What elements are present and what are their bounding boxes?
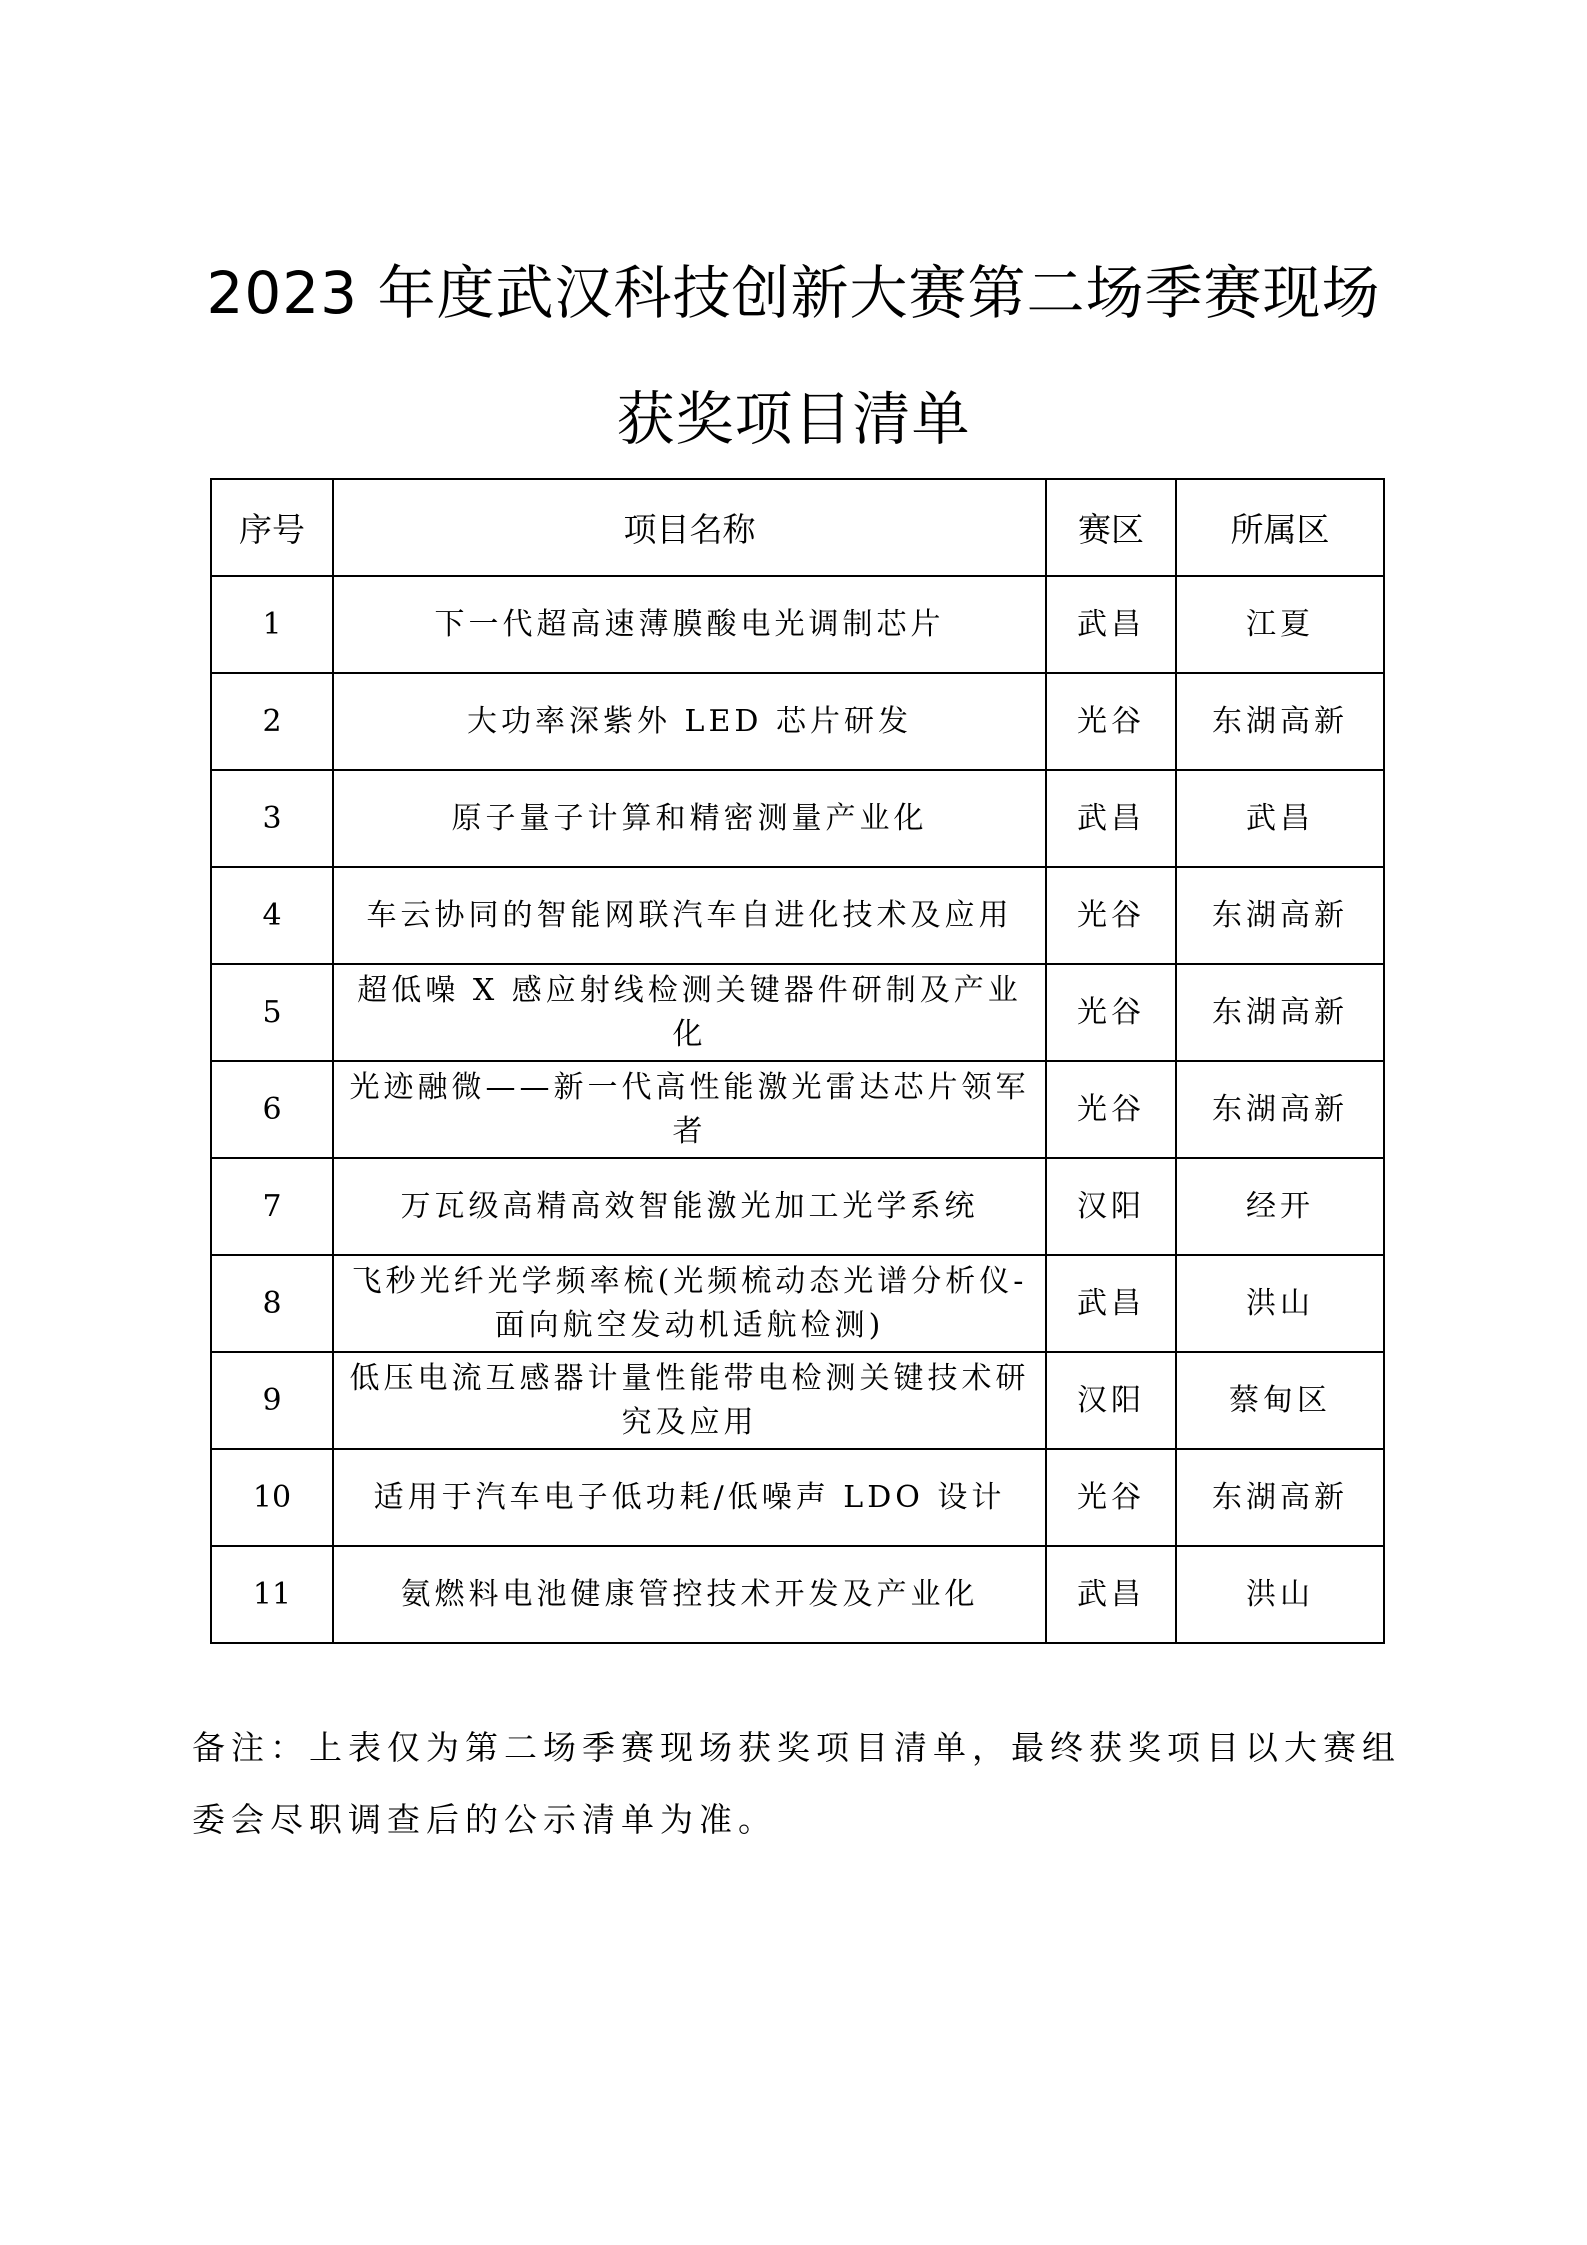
cell-zone: 汉阳 [1046,1158,1176,1255]
table-row [211,1158,1384,1255]
cell-zone: 光谷 [1046,673,1176,770]
cell-project-name: 飞秒光纤光学频率梳(光频梳动态光谱分析仪-面向航空发动机适航检测) [333,1255,1046,1352]
footnote: 备注：上表仅为第二场季赛现场获奖项目清单，最终获奖项目以大赛组委会尽职调查后的公示清单为准。 [192,1728,1401,1839]
table-header-row [211,479,1384,576]
cell-zone: 光谷 [1046,1061,1176,1158]
table-row [211,1352,1384,1449]
cell-district: 东湖高新 [1176,964,1384,1061]
cell-project-name: 下一代超高速薄膜酸电光调制芯片 [333,576,1046,673]
table-row [211,867,1384,964]
cell-zone: 光谷 [1046,1449,1176,1546]
cell-no: 6 [211,1061,333,1158]
cell-district: 东湖高新 [1176,1061,1384,1158]
cell-no: 2 [211,673,333,770]
cell-no: 4 [211,867,333,964]
cell-project-name: 原子量子计算和精密测量产业化 [333,770,1046,867]
cell-district: 武昌 [1176,770,1384,867]
cell-district: 东湖高新 [1176,1449,1384,1546]
cell-zone: 光谷 [1046,867,1176,964]
cell-no: 10 [211,1449,333,1546]
cell-project-name: 车云协同的智能网联汽车自进化技术及应用 [333,867,1046,964]
cell-district: 经开 [1176,1158,1384,1255]
cell-project-name: 氨燃料电池健康管控技术开发及产业化 [333,1546,1046,1643]
table-row [211,964,1384,1061]
table-row [211,1255,1384,1352]
cell-no: 1 [211,576,333,673]
cell-project-name: 光迹融微——新一代高性能激光雷达芯片领军者 [333,1061,1046,1158]
cell-zone: 武昌 [1046,770,1176,867]
document-title-line1: 2023 年度武汉科技创新大赛第二场季赛现场 [206,259,1381,327]
cell-no: 11 [211,1546,333,1643]
cell-district: 东湖高新 [1176,867,1384,964]
header-no: 序号 [211,479,333,576]
table-row [211,1449,1384,1546]
cell-no: 5 [211,964,333,1061]
table-row [211,673,1384,770]
awards-table [210,478,1385,1644]
table-row [211,576,1384,673]
cell-zone: 光谷 [1046,964,1176,1061]
cell-district: 洪山 [1176,1255,1384,1352]
cell-project-name: 大功率深紫外 LED 芯片研发 [333,673,1046,770]
table-row [211,770,1384,867]
cell-zone: 武昌 [1046,1546,1176,1643]
cell-no: 8 [211,1255,333,1352]
cell-project-name: 适用于汽车电子低功耗/低噪声 LDO 设计 [333,1449,1046,1546]
cell-no: 7 [211,1158,333,1255]
header-district: 所属区 [1176,479,1384,576]
document-title-line2: 获奖项目清单 [616,385,971,453]
cell-zone: 汉阳 [1046,1352,1176,1449]
cell-zone: 武昌 [1046,576,1176,673]
cell-project-name: 超低噪 X 感应射线检测关键器件研制及产业化 [333,964,1046,1061]
cell-zone: 武昌 [1046,1255,1176,1352]
cell-district: 洪山 [1176,1546,1384,1643]
header-zone: 赛区 [1046,479,1176,576]
table-row [211,1061,1384,1158]
cell-district: 东湖高新 [1176,673,1384,770]
cell-district: 江夏 [1176,576,1384,673]
cell-no: 9 [211,1352,333,1449]
cell-project-name: 万瓦级高精高效智能激光加工光学系统 [333,1158,1046,1255]
cell-project-name: 低压电流互感器计量性能带电检测关键技术研究及应用 [333,1352,1046,1449]
cell-district: 蔡甸区 [1176,1352,1384,1449]
table-row [211,1546,1384,1643]
header-project-name: 项目名称 [333,479,1046,576]
cell-no: 3 [211,770,333,867]
